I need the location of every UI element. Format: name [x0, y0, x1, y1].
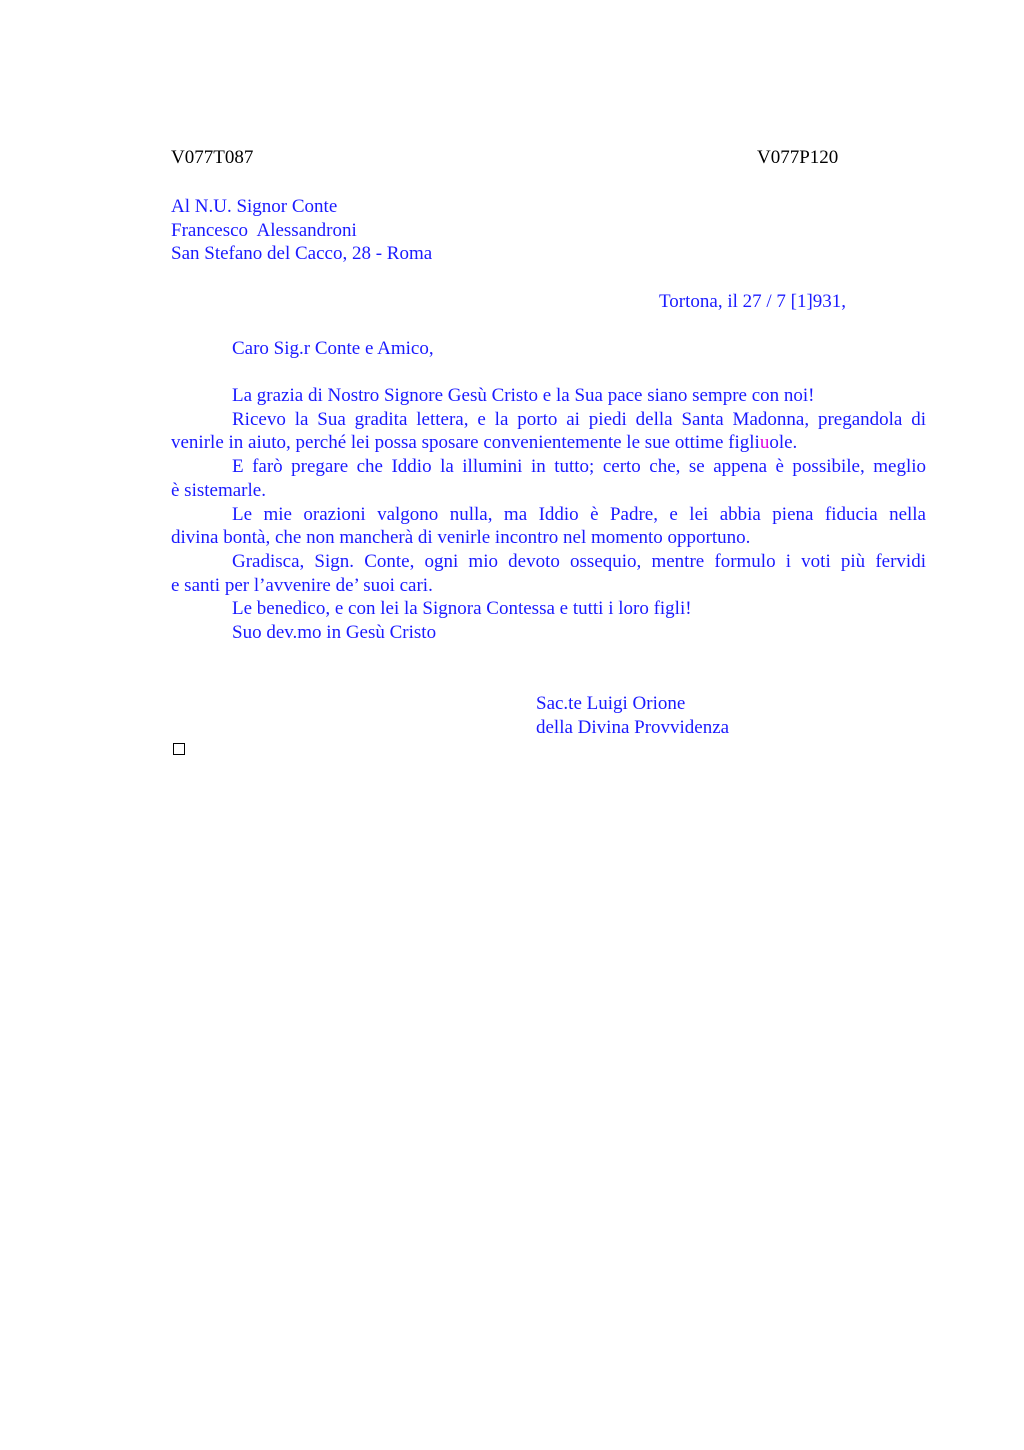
signature-name: Sac.te Luigi Orione [536, 693, 686, 714]
paragraph-5 [171, 550, 926, 597]
document-code-left: V077T087 [171, 147, 254, 168]
paragraph-2-line-1: Ricevo la Sua gradita lettera, e la porto ai piedi della Santa Madonna, pregandola di [232, 408, 926, 430]
signature-title: della Divina Provvidenza [536, 716, 730, 738]
paragraph-3-line-1: E farò pregare che Iddio la illumini in tutto; certo che, se appena è possibile, meglio [232, 456, 926, 478]
address-line-3: San Stefano del Cacco, 28 - Roma [171, 243, 433, 265]
address-line-1: Al N.U. Signor Conte [171, 196, 338, 217]
closing-line [171, 621, 926, 645]
paragraph-5-line-2: e santi per l’avvenire de’ suoi cari. [171, 574, 433, 596]
letter-body [171, 384, 926, 645]
address-line-2: Francesco Alessandroni [171, 219, 357, 241]
paragraph-4-line-2: divina bontà, che non mancherà di venirle incontro nel momento opportuno. [171, 527, 751, 549]
paragraph-1-text: La grazia di Nostro Signore Gesù Cristo e la Sua pace siano sempre con noi! [232, 385, 815, 406]
paragraph-4-line-1: Le mie orazioni valgono nulla, ma Iddio è Padre, e lei abbia piena fiducia nella [232, 503, 926, 525]
paragraph-2-line-2 [171, 432, 797, 453]
highlighted-letter: u [759, 432, 770, 454]
paragraph-6-text: Le benedico, e con lei la Signora Contessa e tutti i loro figli! [232, 598, 692, 620]
signature-block [536, 692, 729, 739]
paragraph-2-line-2-text: venirle in aiuto, perché lei possa sposare convenientemente le sue ottime figli [171, 432, 760, 454]
paragraph-2-line-2-end: ole. [769, 432, 798, 454]
paragraph-6 [171, 597, 926, 621]
recipient-address [171, 195, 432, 266]
paragraph-3 [171, 455, 926, 502]
paragraph-2 [171, 408, 926, 455]
paragraph-5-line-1: Gradisca, Sign. Conte, ogni mio devoto ossequio, mentre formulo i voti più fervidi [232, 550, 926, 572]
paragraph-3-line-2: è sistemarle. [171, 479, 266, 501]
empty-box-icon [173, 743, 185, 755]
paragraph-4 [171, 503, 926, 550]
salutation: Caro Sig.r Conte e Amico, [232, 338, 434, 359]
document-code-right: V077P120 [757, 147, 839, 168]
letter-date: Tortona, il 27 / 7 [1]931, [659, 291, 847, 312]
closing-line-text: Suo dev.mo in Gesù Cristo [232, 622, 437, 644]
paragraph-1 [171, 384, 926, 408]
